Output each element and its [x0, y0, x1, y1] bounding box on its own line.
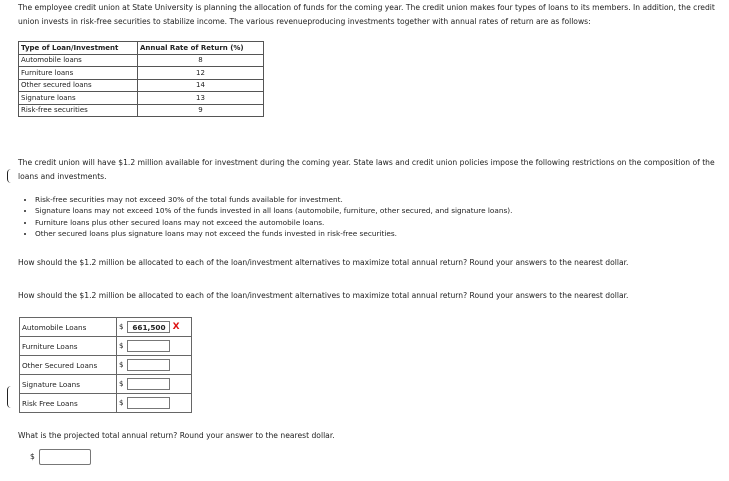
rates-header-row [19, 42, 264, 55]
section-bracket [7, 169, 11, 183]
question-text-repeat: How should the $1.2 million be allocated to each of the loan/investment alternatives to maximize total annual return? Round your answers to the nearest dollar. [18, 291, 629, 300]
funds-paragraph: The credit union will have $1.2 million available for investment during the coming year. State laws and credit union policies impose the following restrictions on the composition of the loans and investments. [18, 158, 715, 181]
currency-symbol: $ [119, 398, 124, 407]
list-item: • Risk-free securities may not exceed 30% of the total funds available for investment. [35, 194, 715, 205]
incorrect-x-icon: X [172, 322, 180, 332]
list-item: • Other secured loans plus signature loans may not exceed the funds invested in risk-free securities. [35, 228, 715, 239]
allocation-label: Furniture Loans [20, 337, 117, 356]
rate-value: 13 [138, 92, 264, 105]
list-item: • Furniture loans plus other secured loans may not exceed the automobile loans. [35, 217, 715, 228]
table-row [19, 92, 264, 105]
rates-header-type: Type of Loan/Investment [19, 42, 138, 55]
table-row [20, 356, 192, 375]
rate-value: 12 [138, 67, 264, 80]
currency-symbol: $ [119, 322, 124, 331]
rates-header-rate: Annual Rate of Return (%) [138, 42, 264, 55]
table-row [20, 394, 192, 413]
currency-symbol: $ [119, 379, 124, 388]
other-secured-loans-input[interactable] [127, 359, 170, 371]
total-return-input[interactable] [39, 449, 91, 465]
currency-symbol: $ [119, 341, 124, 350]
rate-value: 8 [138, 54, 264, 67]
intro-paragraph: The employee credit union at State University is planning the allocation of funds for the coming year. The credit union makes four types of loans to its members. In addition, the credit union invests in risk-free securities to stabilize income. The various revenueproducing investments together with annual rates of return are as follows: [18, 3, 715, 26]
allocation-label: Signature Loans [20, 375, 117, 394]
table-row [20, 337, 192, 356]
total-return-row [30, 449, 91, 465]
table-row [19, 104, 264, 117]
restrictions-list [24, 194, 715, 239]
rate-type: Risk-free securities [19, 104, 138, 117]
table-row [19, 54, 264, 67]
allocation-table [19, 317, 192, 413]
list-item: • Signature loans may not exceed 10% of the funds invested in all loans (automobile, furniture, other secured, and signature loans). [35, 205, 715, 216]
allocation-label: Automobile Loans [20, 318, 117, 337]
rate-value: 9 [138, 104, 264, 117]
currency-symbol: $ [30, 452, 35, 461]
rate-type: Furniture loans [19, 67, 138, 80]
rate-type: Automobile loans [19, 54, 138, 67]
rates-table [18, 41, 264, 117]
rate-type: Other secured loans [19, 79, 138, 92]
table-row [20, 318, 192, 337]
signature-loans-input[interactable] [127, 378, 170, 390]
table-row [19, 67, 264, 80]
risk-free-loans-input[interactable] [127, 397, 170, 409]
question-text: How should the $1.2 million be allocated to each of the loan/investment alternatives to maximize total annual return? Round your answers to the nearest dollar. [18, 258, 629, 267]
furniture-loans-input[interactable] [127, 340, 170, 352]
total-return-question: What is the projected total annual return? Round your answer to the nearest dollar. [18, 431, 335, 440]
section-bracket [7, 386, 11, 408]
table-row [20, 375, 192, 394]
allocation-label: Other Secured Loans [20, 356, 117, 375]
table-row [19, 79, 264, 92]
automobile-loans-input[interactable]: 661,500 [127, 321, 170, 333]
currency-symbol: $ [119, 360, 124, 369]
rate-type: Signature loans [19, 92, 138, 105]
rate-value: 14 [138, 79, 264, 92]
allocation-label: Risk Free Loans [20, 394, 117, 413]
